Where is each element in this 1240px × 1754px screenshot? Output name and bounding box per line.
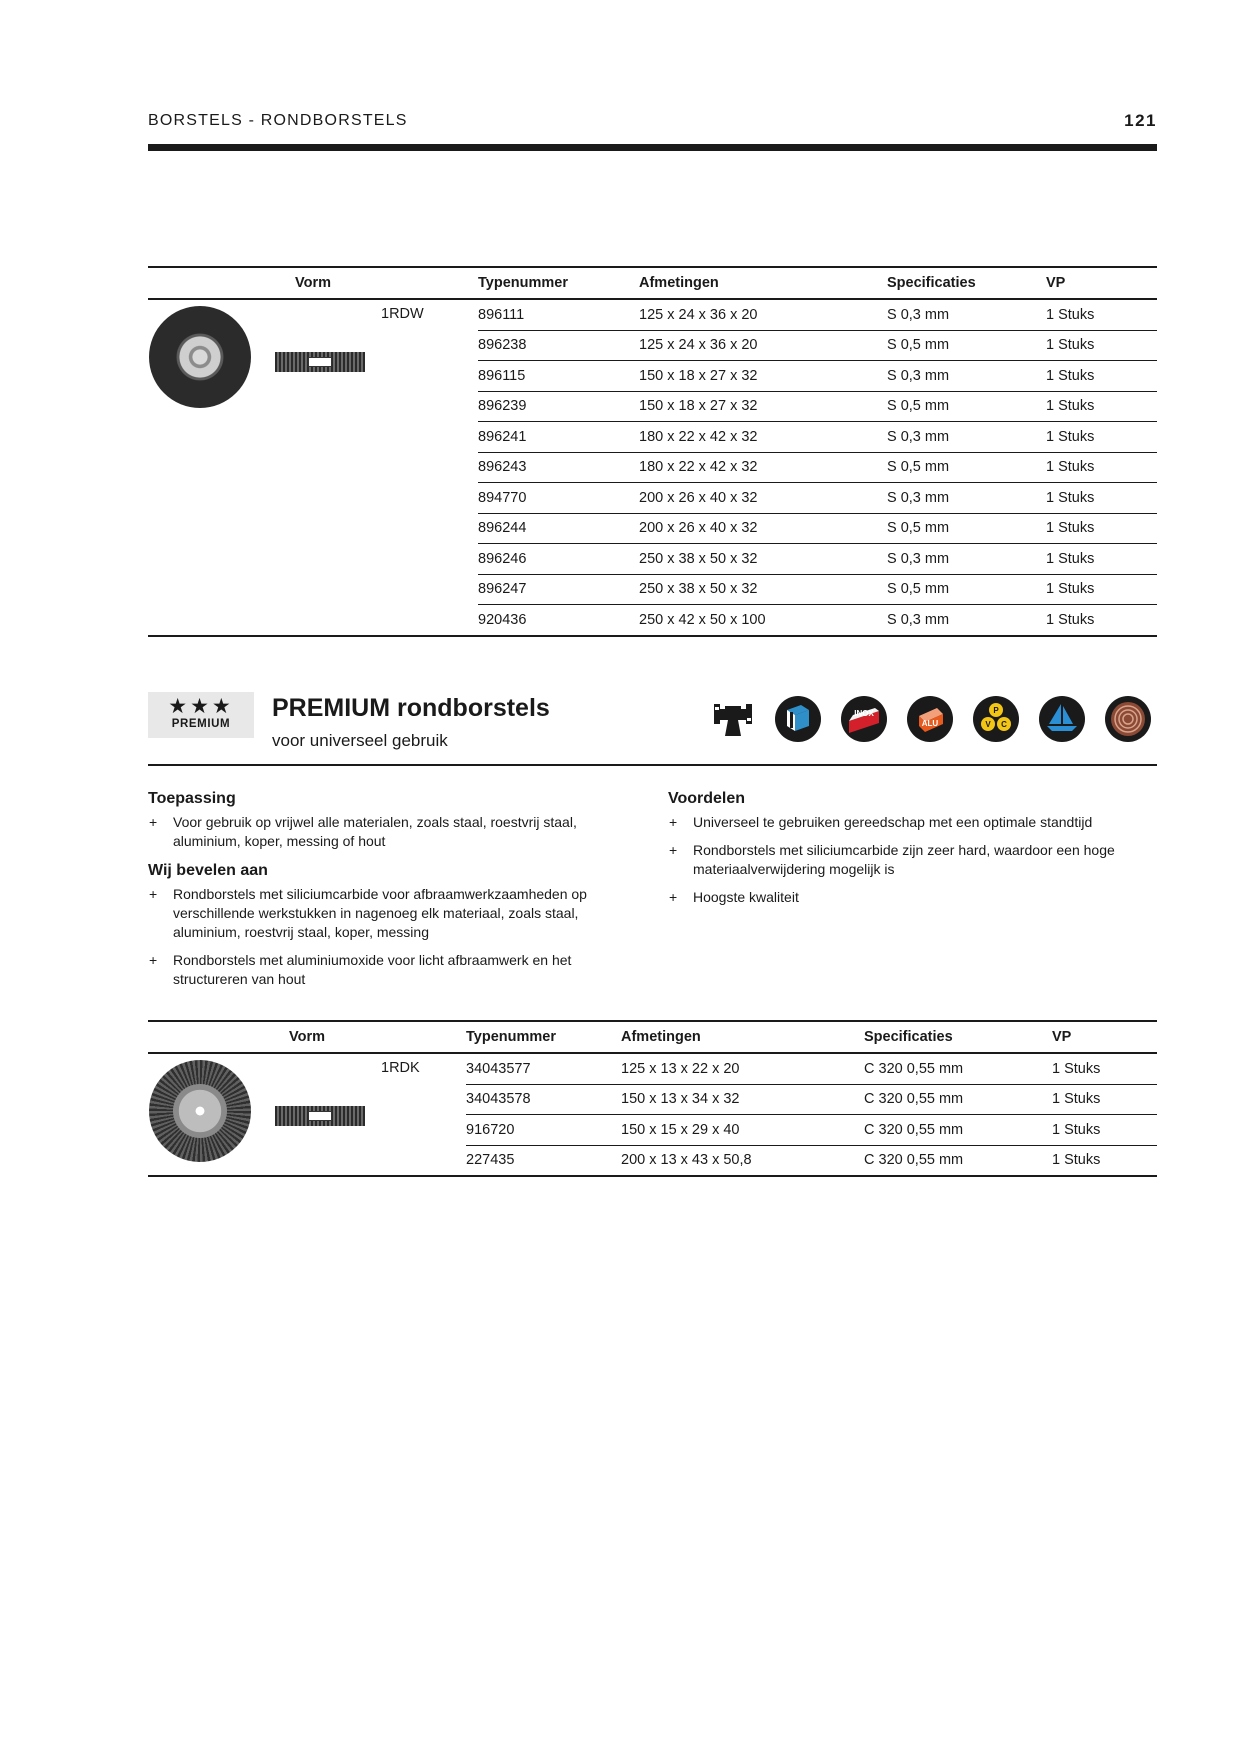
col-header-vp: VP (1046, 267, 1157, 299)
afmetingen-cell: 200 x 26 x 40 x 32 (639, 483, 887, 514)
afmetingen-cell: 150 x 13 x 34 x 32 (621, 1084, 864, 1115)
vp-cell: 1 Stuks (1046, 452, 1157, 483)
table-header-row (148, 267, 1157, 299)
afmetingen-cell: 180 x 22 x 42 x 32 (639, 422, 887, 453)
vp-cell: 1 Stuks (1052, 1115, 1157, 1146)
premium-label: PREMIUM (171, 718, 231, 730)
specificaties-cell: S 0,3 mm (887, 483, 1046, 514)
typenummer-cell: 916720 (466, 1115, 621, 1146)
typenummer-cell: 896241 (478, 422, 639, 453)
vp-cell: 1 Stuks (1046, 483, 1157, 514)
brush-profile-image (275, 352, 365, 372)
voordelen-heading: Voordelen (668, 790, 746, 807)
afmetingen-cell: 180 x 22 x 42 x 32 (639, 452, 887, 483)
table-row (148, 1053, 1157, 1084)
vp-cell: 1 Stuks (1046, 544, 1157, 575)
col-header-afmetingen: Afmetingen (621, 1021, 864, 1053)
col-header-vorm: Vorm (148, 1021, 466, 1053)
typenummer-cell: 896244 (478, 513, 639, 544)
specificaties-cell: C 320 0,55 mm (864, 1145, 1052, 1176)
specificaties-cell: S 0,3 mm (887, 605, 1046, 636)
afmetingen-cell: 125 x 24 x 36 x 20 (639, 330, 887, 361)
vp-cell: 1 Stuks (1052, 1145, 1157, 1176)
afmetingen-cell: 200 x 26 x 40 x 32 (639, 513, 887, 544)
product-title: PREMIUM rondborstels (272, 694, 550, 722)
toepassing-heading: Toepassing (148, 790, 236, 807)
list-item: + Rondborstels met siliciumcarbide zijn zeer hard, waardoor een hoge materiaalverwijdering mogelijk is (668, 841, 1138, 879)
wij-bevelen-aan-list (148, 885, 618, 989)
page-header (148, 112, 1157, 132)
afmetingen-cell: 125 x 24 x 36 x 20 (639, 299, 887, 330)
vp-cell: 1 Stuks (1046, 361, 1157, 392)
typenummer-cell: 227435 (466, 1145, 621, 1176)
list-item: + Universeel te gebruiken gereedschap met een optimale standtijd (668, 813, 1138, 832)
left-column (148, 788, 618, 998)
typenummer-cell: 896115 (478, 361, 639, 392)
round-brush-image (149, 306, 251, 408)
star-rating: ★★★ (168, 695, 234, 718)
typenummer-cell: 896243 (478, 452, 639, 483)
afmetingen-cell: 150 x 18 x 27 x 32 (639, 361, 887, 392)
typenummer-cell: 896238 (478, 330, 639, 361)
list-item: + Voor gebruik op vrijwel alle materialen, zoals staal, roestvrij staal, aluminium, koper, messing of hout (148, 813, 618, 851)
vp-cell: 1 Stuks (1046, 513, 1157, 544)
right-column (668, 788, 1138, 916)
afmetingen-cell: 150 x 18 x 27 x 32 (639, 391, 887, 422)
product-subtitle: voor universeel gebruik (272, 731, 448, 750)
wood-material-icon (1105, 696, 1151, 742)
product-table-1rdk (148, 1020, 1157, 1177)
table-header-row (148, 1021, 1157, 1053)
round-brush-image (149, 1060, 251, 1162)
afmetingen-cell: 200 x 13 x 43 x 50,8 (621, 1145, 864, 1176)
list-item: + Hoogste kwaliteit (668, 888, 1138, 907)
specificaties-cell: C 320 0,55 mm (864, 1115, 1052, 1146)
inox-material-icon (841, 696, 887, 742)
specificaties-cell: S 0,3 mm (887, 299, 1046, 330)
specificaties-cell: S 0,3 mm (887, 361, 1046, 392)
typenummer-cell: 896239 (478, 391, 639, 422)
bench-grinder-icon (710, 696, 756, 742)
svg-text:V: V (985, 720, 991, 729)
specificaties-cell: S 0,3 mm (887, 422, 1046, 453)
vp-cell: 1 Stuks (1046, 391, 1157, 422)
section-title: BORSTELS - RONDBORSTELS (148, 112, 408, 129)
vp-cell: 1 Stuks (1052, 1084, 1157, 1115)
shape-cell (148, 1053, 381, 1176)
aluminium-material-icon (907, 696, 953, 742)
typenummer-cell: 920436 (478, 605, 639, 636)
typenummer-cell: 34043578 (466, 1084, 621, 1115)
premium-rule (148, 764, 1157, 766)
afmetingen-cell: 150 x 15 x 29 x 40 (621, 1115, 864, 1146)
table-row (148, 299, 1157, 330)
premium-badge (148, 692, 254, 738)
vp-cell: 1 Stuks (1052, 1053, 1157, 1084)
afmetingen-cell: 125 x 13 x 22 x 20 (621, 1053, 864, 1084)
shape-cell (148, 299, 381, 636)
vp-cell: 1 Stuks (1046, 422, 1157, 453)
material-icons (710, 696, 1157, 744)
page-number: 121 (1124, 111, 1157, 130)
typenummer-cell: 896247 (478, 574, 639, 605)
steel-material-icon (775, 696, 821, 742)
col-header-typenummer: Typenummer (466, 1021, 621, 1053)
boat-material-icon (1039, 696, 1085, 742)
afmetingen-cell: 250 x 38 x 50 x 32 (639, 544, 887, 575)
specificaties-cell: S 0,3 mm (887, 544, 1046, 575)
typenummer-cell: 896111 (478, 299, 639, 330)
inox-label: INOX (854, 709, 874, 718)
col-header-specificaties: Specificaties (887, 267, 1046, 299)
vp-cell: 1 Stuks (1046, 605, 1157, 636)
product-code: 1RDW (381, 299, 478, 636)
brush-profile-image (275, 1106, 365, 1126)
voordelen-list (668, 813, 1138, 907)
afmetingen-cell: 250 x 38 x 50 x 32 (639, 574, 887, 605)
specificaties-cell: C 320 0,55 mm (864, 1053, 1052, 1084)
toepassing-list (148, 813, 618, 851)
specificaties-cell: S 0,5 mm (887, 391, 1046, 422)
typenummer-cell: 894770 (478, 483, 639, 514)
specificaties-cell: S 0,5 mm (887, 574, 1046, 605)
pvc-material-icon (973, 696, 1019, 742)
product-code: 1RDK (381, 1053, 466, 1176)
specificaties-cell: C 320 0,55 mm (864, 1084, 1052, 1115)
alu-label: ALU (921, 719, 939, 728)
specificaties-cell: S 0,5 mm (887, 513, 1046, 544)
specificaties-cell: S 0,5 mm (887, 452, 1046, 483)
col-header-afmetingen: Afmetingen (639, 267, 887, 299)
list-item: + Rondborstels met aluminiumoxide voor licht afbraamwerk en het structureren van hout (148, 951, 618, 989)
typenummer-cell: 34043577 (466, 1053, 621, 1084)
col-header-specificaties: Specificaties (864, 1021, 1052, 1053)
col-header-typenummer: Typenummer (478, 267, 639, 299)
col-header-vorm: Vorm (148, 267, 478, 299)
vp-cell: 1 Stuks (1046, 574, 1157, 605)
svg-text:C: C (1001, 720, 1007, 729)
header-rule (148, 144, 1157, 151)
wij-bevelen-aan-heading: Wij bevelen aan (148, 862, 268, 879)
col-header-vp: VP (1052, 1021, 1157, 1053)
list-item: + Rondborstels met siliciumcarbide voor afbraamwerkzaamheden op verschillende werkstukken in nagenoeg elk materiaal, zoals staal, aluminium, roestvrij staal, koper, messing (148, 885, 618, 942)
vp-cell: 1 Stuks (1046, 330, 1157, 361)
specificaties-cell: S 0,5 mm (887, 330, 1046, 361)
svg-text:P: P (993, 706, 999, 715)
typenummer-cell: 896246 (478, 544, 639, 575)
vp-cell: 1 Stuks (1046, 299, 1157, 330)
afmetingen-cell: 250 x 42 x 50 x 100 (639, 605, 887, 636)
product-table-1rdw (148, 266, 1157, 637)
